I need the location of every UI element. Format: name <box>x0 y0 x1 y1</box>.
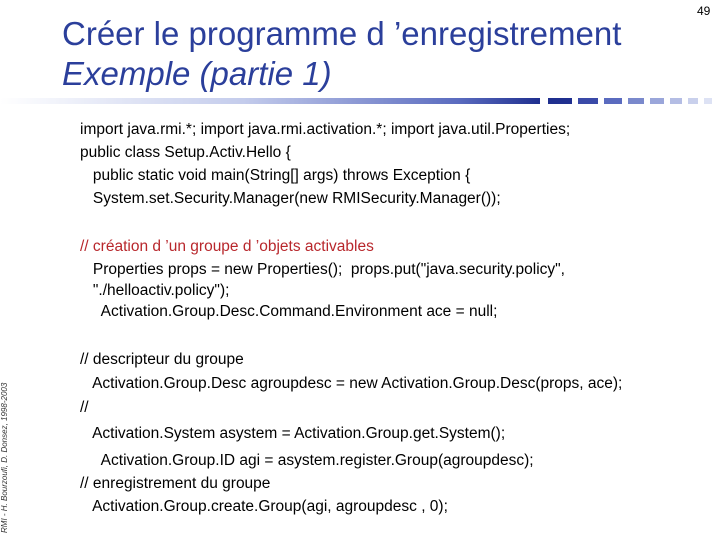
code-line-12: Activation.System asystem = Activation.Group.get.System(); <box>80 425 506 442</box>
code-comment-3: // <box>80 399 89 416</box>
code-line-3: public static void main(String[] args) throws Exception { <box>80 167 471 184</box>
code-line-1: import java.rmi.*; import java.rmi.activation.*; import java.util.Properties; <box>80 121 571 138</box>
code-line-6: Properties props = new Properties(); props.put("java.security.policy", <box>80 261 565 278</box>
code-line-2: public class Setup.Activ.Hello { <box>80 144 291 161</box>
code-comment-4: // enregistrement du groupe <box>80 475 271 492</box>
vertical-footer-credit: RMI - H. Bourzoufi, D. Donsez, 1998-2003 <box>0 382 9 533</box>
slide-title-line2: Exemple (partie 1) <box>62 55 332 92</box>
code-line-8: Activation.Group.Desc.Command.Environment ace = null; <box>80 303 498 320</box>
code-line-7: "./helloactiv.policy"); <box>80 282 230 299</box>
slide-title-line1: Créer le programme d ’enregistrement <box>62 15 622 52</box>
code-line-13: Activation.Group.ID agi = asystem.register.Group(agroupdesc); <box>80 452 534 469</box>
code-comment-1: // création d ’un groupe d ’objets activables <box>80 238 374 255</box>
code-comment-2: // descripteur du groupe <box>80 351 244 368</box>
slide-title <box>62 14 621 94</box>
code-line-4: System.set.Security.Manager(new RMISecurity.Manager()); <box>80 190 501 207</box>
code-line-10: Activation.Group.Desc agroupdesc = new Activation.Group.Desc(props, ace); <box>80 375 623 392</box>
title-underline-bar <box>0 98 720 104</box>
code-line-15: Activation.Group.create.Group(agi, agroupdesc , 0); <box>80 498 448 515</box>
page-number: 49 <box>697 4 711 18</box>
